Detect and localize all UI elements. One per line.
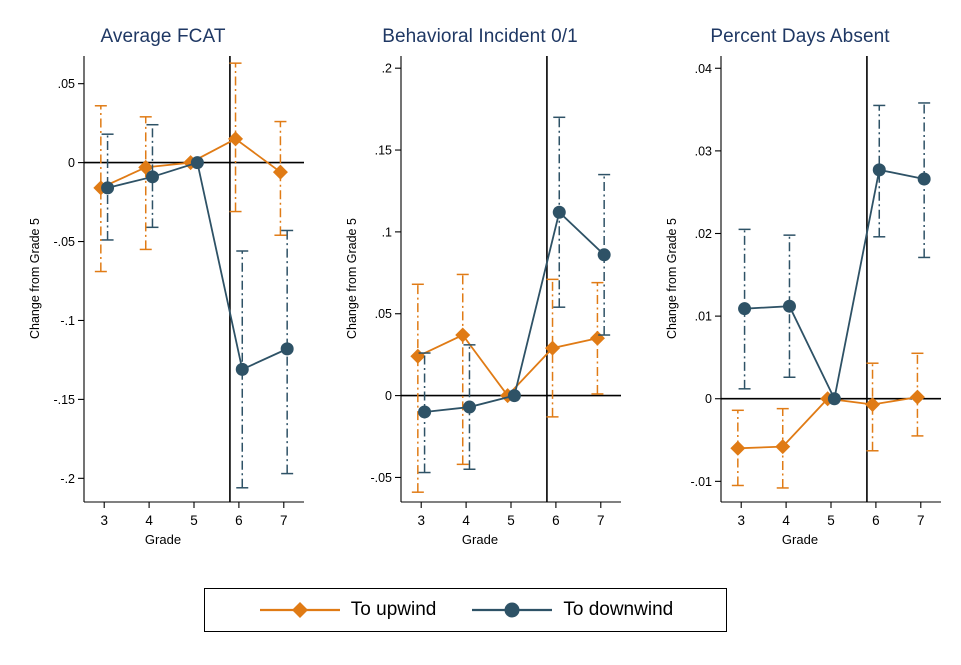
svg-text:-.2: -.2 [60, 471, 75, 486]
plot-area-2 [645, 10, 955, 570]
svg-text:6: 6 [235, 513, 243, 528]
svg-text:5: 5 [507, 513, 515, 528]
chart-panel-average-fcat [8, 10, 318, 570]
legend-marker-diamond-icon [258, 599, 342, 621]
chart-panel-behavioral-incident [325, 10, 635, 570]
svg-text:.15: .15 [374, 143, 392, 158]
panel-title: Average FCAT [100, 26, 226, 47]
legend-marker-circle-icon [470, 599, 554, 621]
svg-text:0: 0 [705, 392, 712, 407]
svg-text:7: 7 [917, 513, 925, 528]
y-axis-label: Change from Grade 5 [28, 218, 42, 339]
x-axis-label: Grade [461, 532, 499, 547]
svg-text:3: 3 [100, 513, 108, 528]
panel-title: Percent Days Absent [710, 26, 890, 47]
svg-text:.04: .04 [694, 61, 712, 76]
svg-text:-.05: -.05 [53, 235, 75, 250]
legend [204, 588, 727, 632]
x-axis-label: Grade [781, 532, 819, 547]
legend-entry-upwind [258, 599, 437, 621]
svg-text:.03: .03 [694, 144, 712, 159]
svg-text:-.05: -.05 [370, 470, 392, 485]
svg-text:6: 6 [552, 513, 560, 528]
svg-text:-.15: -.15 [53, 392, 75, 407]
plot-area-0 [8, 10, 318, 570]
panel-title: Behavioral Incident 0/1 [382, 26, 578, 47]
plot-area-1 [325, 10, 635, 570]
svg-text:.05: .05 [374, 307, 392, 322]
svg-text:-.01: -.01 [690, 474, 712, 489]
y-axis-label: Change from Grade 5 [665, 218, 679, 339]
svg-text:.05: .05 [57, 77, 75, 92]
svg-text:.2: .2 [381, 61, 392, 76]
svg-text:5: 5 [190, 513, 198, 528]
legend-label-upwind: To upwind [350, 599, 437, 620]
svg-text:4: 4 [462, 513, 470, 528]
svg-text:.02: .02 [694, 226, 712, 241]
legend-label-downwind: To downwind [563, 599, 674, 620]
svg-text:0: 0 [385, 389, 392, 404]
legend-entry-downwind [470, 599, 673, 621]
svg-text:4: 4 [782, 513, 790, 528]
svg-text:.01: .01 [694, 309, 712, 324]
x-axis-label: Grade [144, 532, 182, 547]
chart-panel-percent-days-absent [645, 10, 955, 570]
svg-text:.1: .1 [381, 225, 392, 240]
svg-text:0: 0 [68, 156, 75, 171]
svg-text:-.1: -.1 [60, 313, 75, 328]
svg-text:3: 3 [417, 513, 425, 528]
svg-text:7: 7 [280, 513, 288, 528]
svg-text:6: 6 [872, 513, 880, 528]
svg-text:4: 4 [145, 513, 153, 528]
svg-text:5: 5 [827, 513, 835, 528]
svg-text:3: 3 [737, 513, 745, 528]
svg-text:7: 7 [597, 513, 605, 528]
y-axis-label: Change from Grade 5 [345, 218, 359, 339]
